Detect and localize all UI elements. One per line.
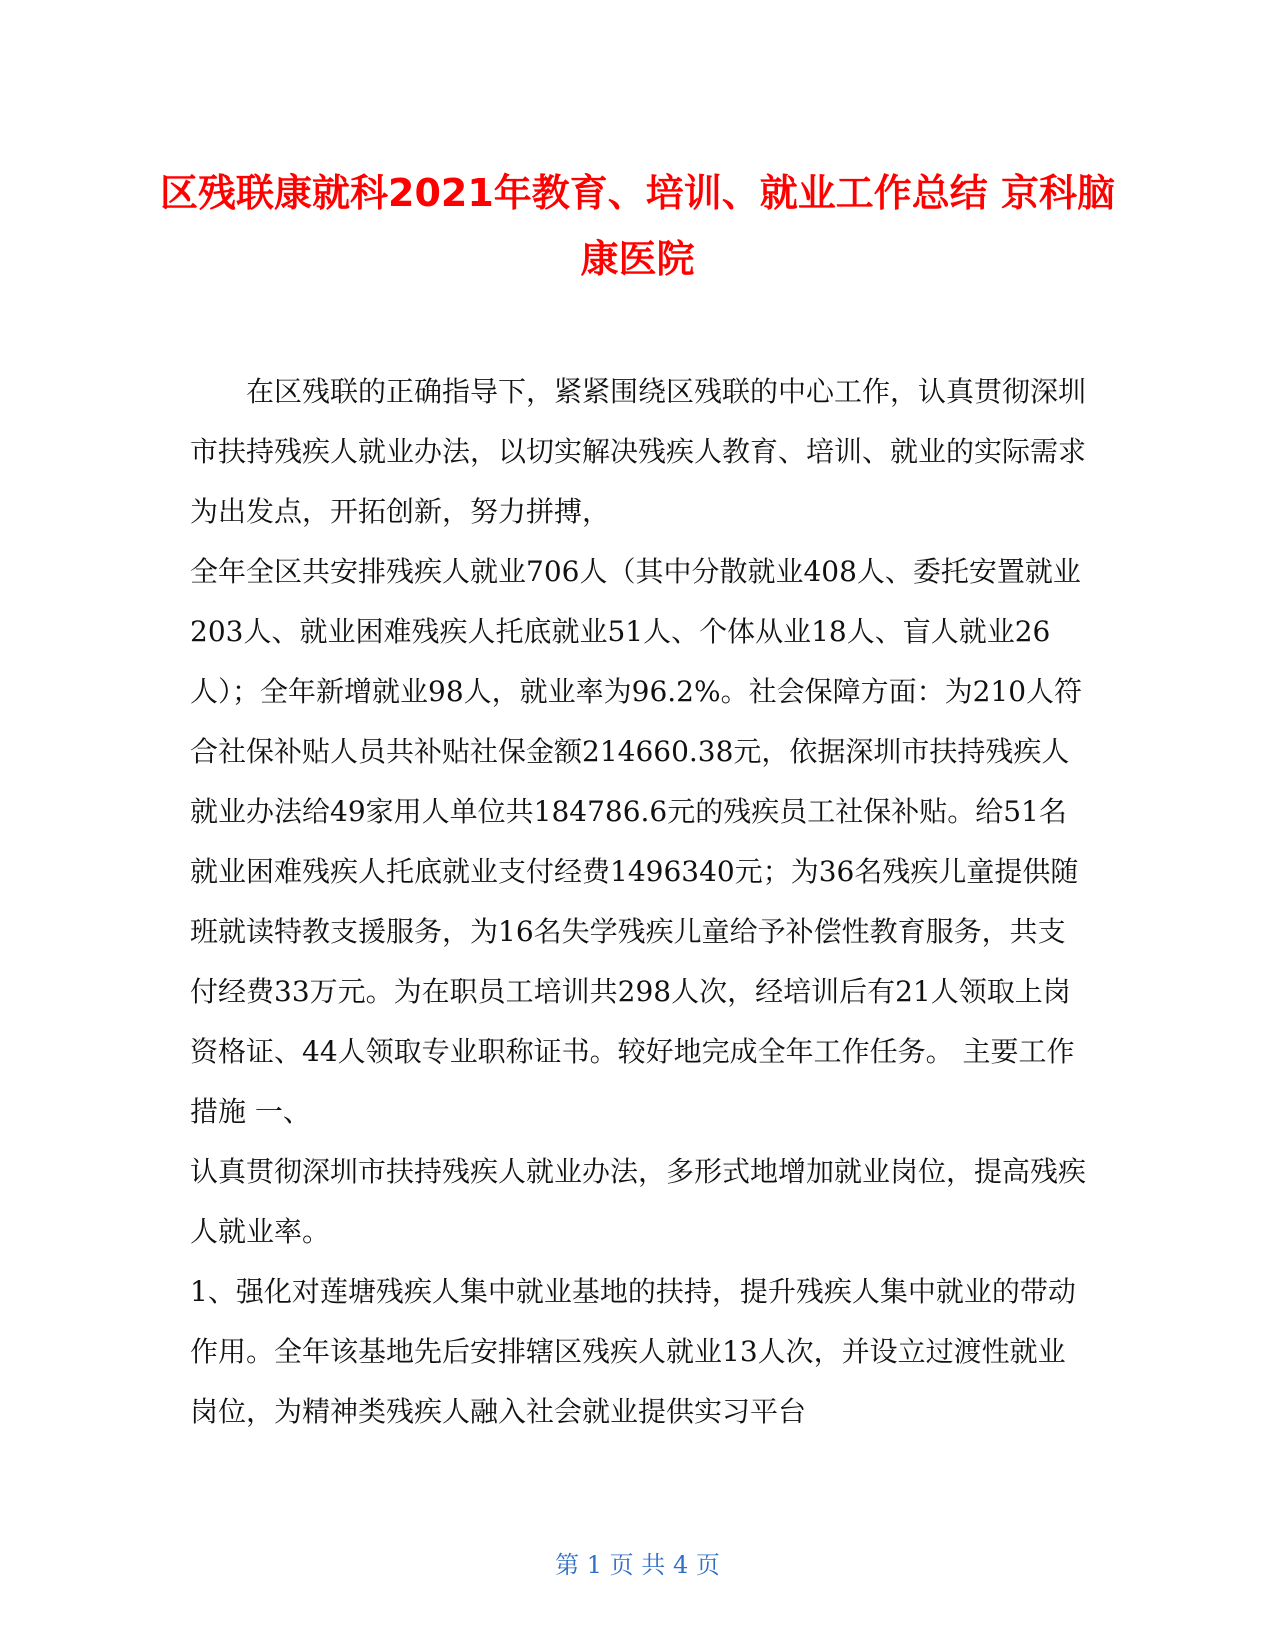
paragraph-summary: 全年全区共安排残疾人就业706人（其中分散就业408人、委托安置就业203人、就业困难残疾人托底就业51人、个体从业18人、盲人就业26人）；全年新增就业98人，就业率为96.2%。社会保障方面：为210人符合社保补贴人员共补贴社保金额214660.38元，依据深圳市扶持残疾人就业办法给49家用人单位共184786.6元的残疾员工社保补贴。给51名就业困难残疾人托底就业支付经费1496340元；为36名残疾儿童提供随班就读特教支援服务，为16名失学残疾儿童给予补偿性教育服务，共支付经费33万元。为在职员工培训共298人次，经培训后有21人领取上岗资格证、44人领取专业职称证书。较好地完成全年工作任务。 主要工作措施 一、 [190, 555, 1083, 1128]
paragraph-measure-heading: 认真贯彻深圳市扶持残疾人就业办法，多形式地增加就业岗位，提高残疾人就业率。 [190, 1155, 1087, 1248]
paragraph-measure-1: 1、强化对莲塘残疾人集中就业基地的扶持，提升残疾人集中就业的带动作用。全年该基地先后安排辖区残疾人就业13人次，并设立过渡性就业岗位，为精神类残疾人融入社会就业提供实习平台 [190, 1275, 1076, 1428]
document-body [190, 362, 1090, 1442]
page-number-footer: 第 1 页 共 4 页 [555, 1551, 720, 1579]
paragraph-intro: 在区残联的正确指导下，紧紧围绕区残联的中心工作，认真贯彻深圳市扶持残疾人就业办法，以切实解决残疾人教育、培训、就业的实际需求为出发点，开拓创新，努力拼搏， [190, 375, 1087, 528]
document-title: 区残联康就科2021年教育、培训、就业工作总结 京科脑康医院 [160, 171, 1115, 281]
